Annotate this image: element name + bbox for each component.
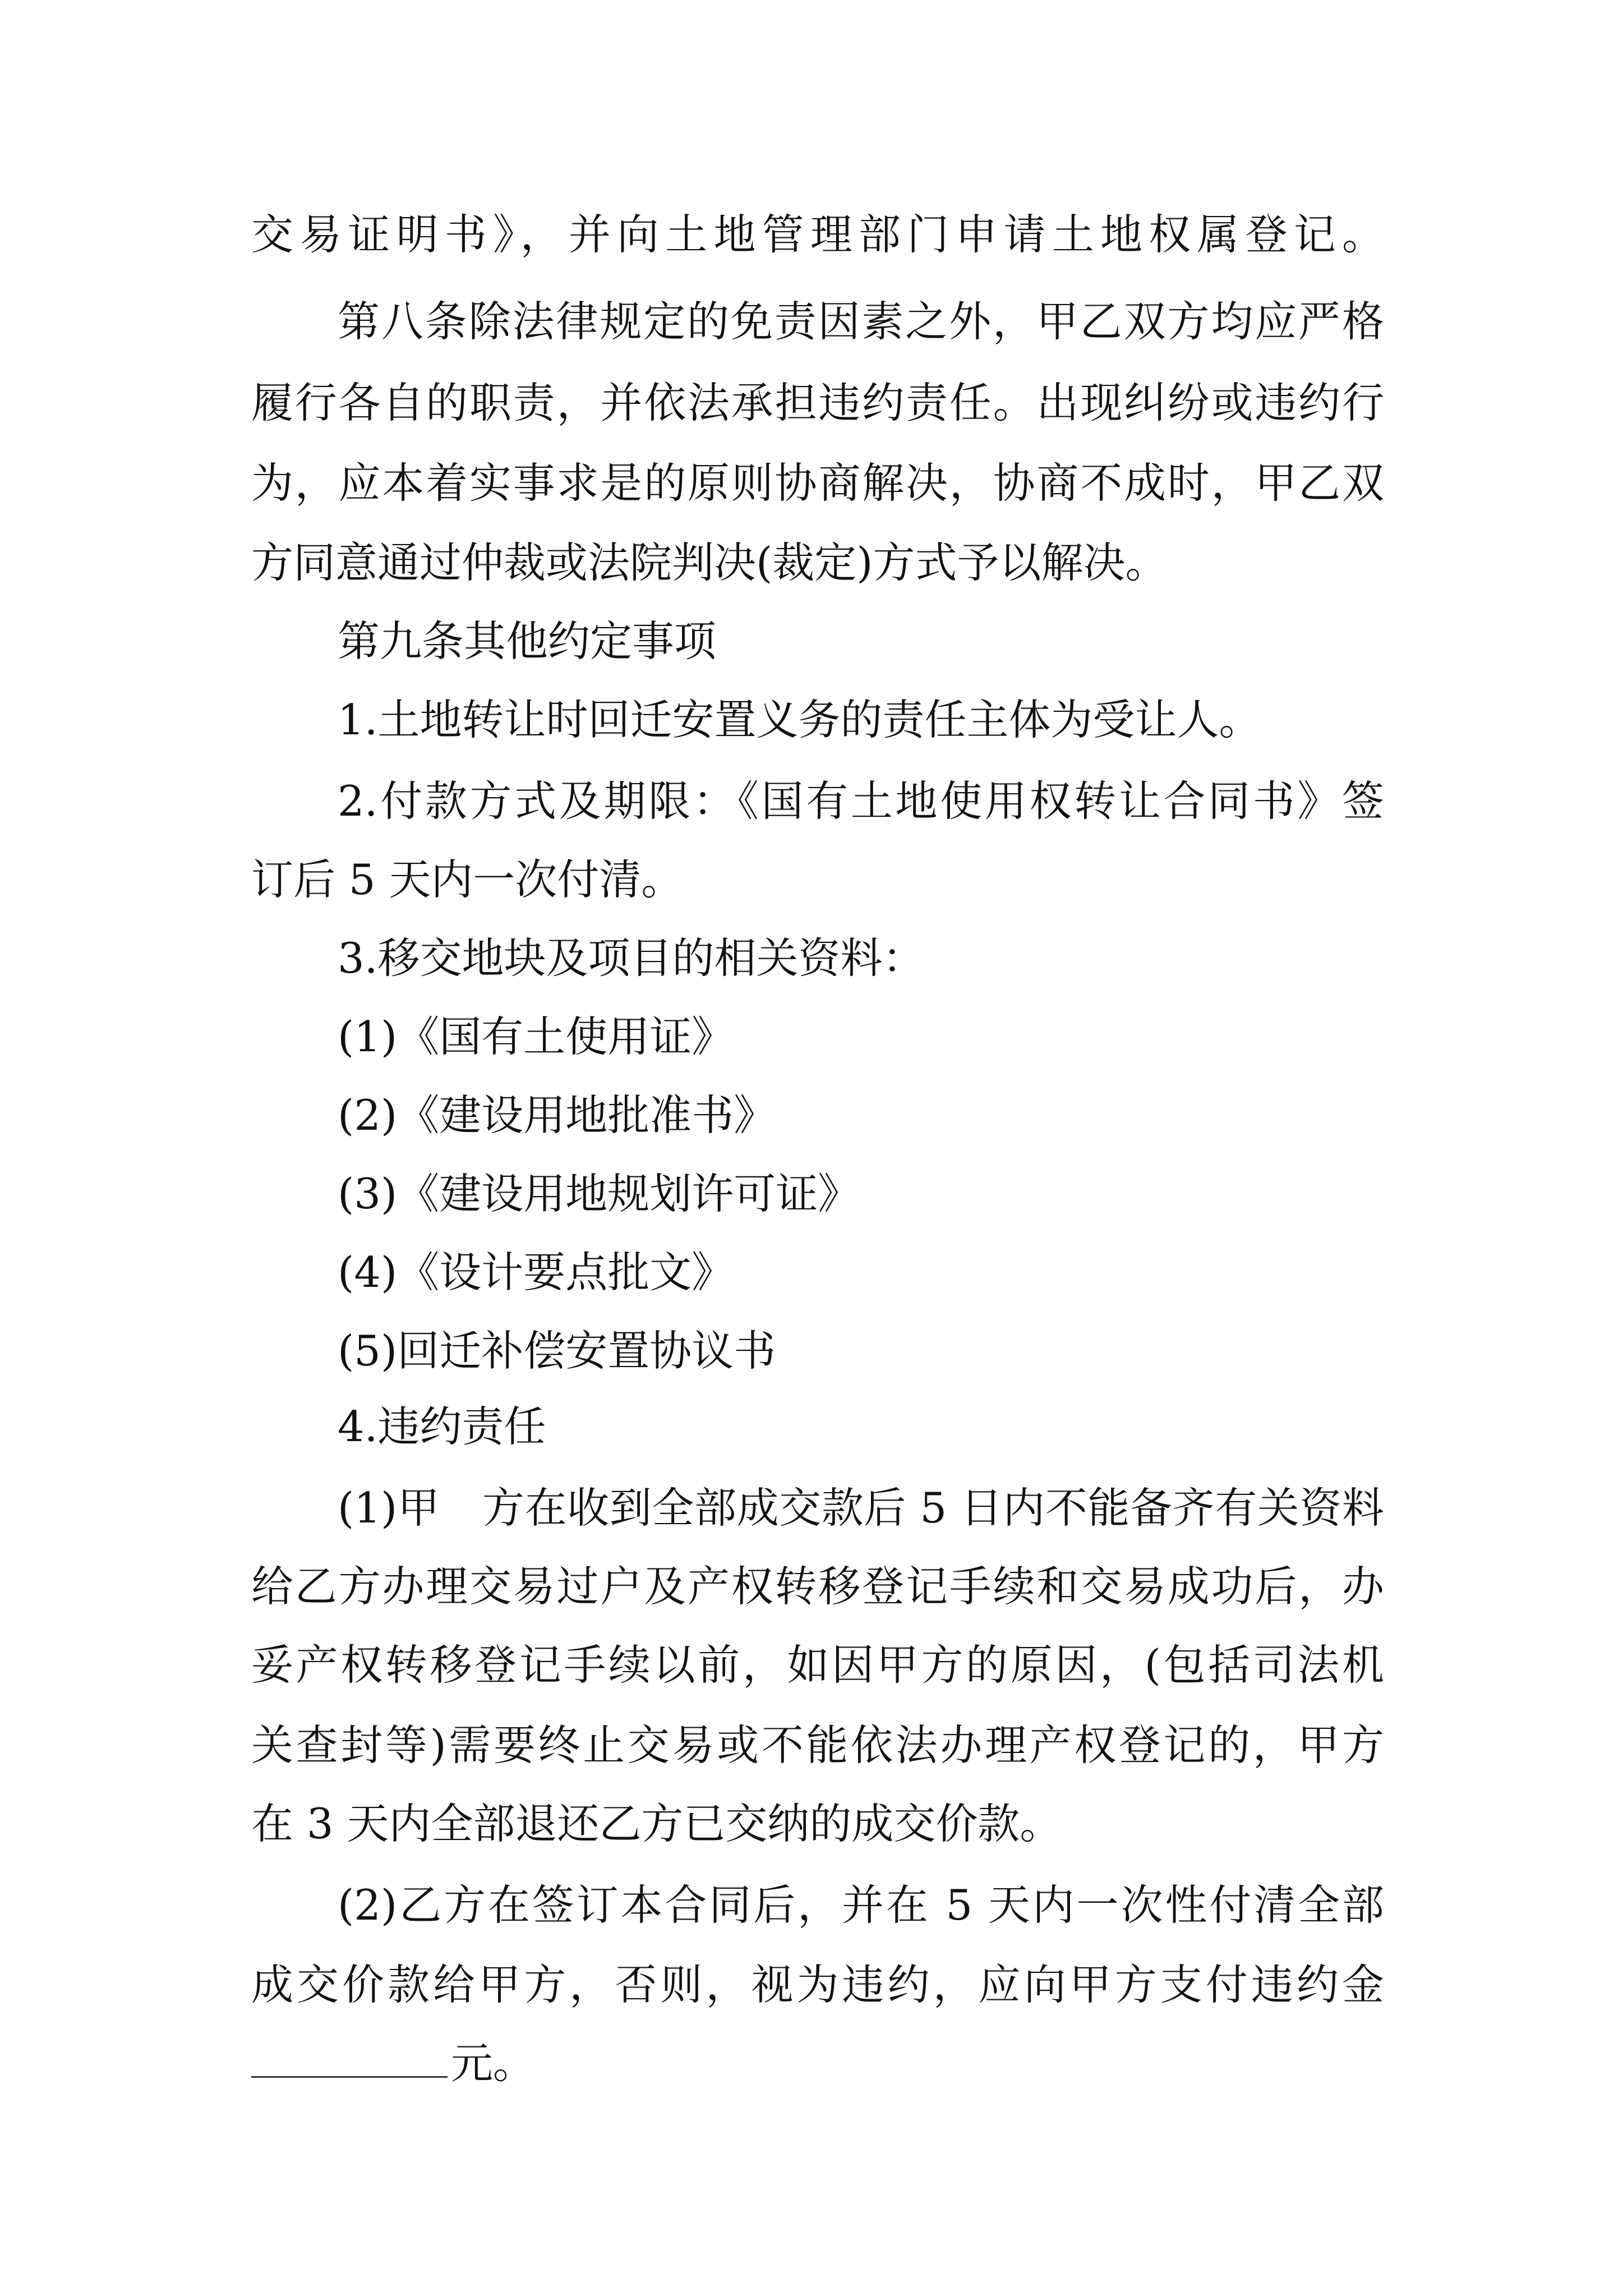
text-line: 履行各自的职责，并依法承担违约责任。出现纠纷或违约行 (251, 378, 1384, 427)
text-line: 关查封等)需要终止交易或不能依法办理产权登记的，甲方 (251, 1720, 1384, 1770)
text-line: 方同意通过仲裁或法院判决(裁定)方式予以解决。 (251, 538, 1168, 587)
text-line: 成交价款给甲方，否则，视为违约，应向甲方支付违约金 (251, 1960, 1384, 2009)
text-line: 交易证明书》，并向土地管理部门申请土地权属登记。 (251, 210, 1384, 259)
text-line: 第八条除法律规定的免责因素之外，甲乙双方均应严格 (338, 297, 1384, 346)
text-line: (1)甲 方在收到全部成交款后 5 日内不能备齐有关资料 (338, 1483, 1384, 1533)
amount-unit: 元。 (451, 2039, 536, 2088)
text-line: (3)《建设用地规划许可证》 (338, 1169, 860, 1218)
text-line: 4.违约责任 (338, 1402, 546, 1451)
text-line: 给乙方办理交易过户及产权转移登记手续和交易成功后，办 (251, 1562, 1384, 1611)
text-line: 2.付款方式及期限：《国有土地使用权转让合同书》签 (338, 776, 1384, 826)
text-line: (1)《国有土使用证》 (338, 1012, 734, 1061)
amount-line (251, 2028, 1384, 2099)
text-line: 妥产权转移登记手续以前，如因甲方的原因，(包括司法机 (251, 1640, 1384, 1690)
text-line: 3.移交地块及项目的相关资料： (338, 933, 925, 983)
text-line: 为，应本着实事求是的原则协商解决，协商不成时，甲乙双 (251, 458, 1384, 508)
text-line: (4)《设计要点批文》 (338, 1248, 734, 1297)
text-line: (5)回迁补偿安置协议书 (338, 1326, 776, 1375)
text-line: (2)《建设用地批准书》 (338, 1091, 776, 1140)
text-line: 1.土地转让时回迁安置义务的责任主体为受让人。 (338, 695, 1261, 744)
amount-blank (251, 2035, 448, 2078)
text-line: 订后 5 天内一次付清。 (251, 855, 684, 904)
text-line: 在 3 天内全部退还乙方已交纳的成交价款。 (251, 1799, 1062, 1848)
text-line: (2)乙方在签订本合同后，并在 5 天内一次性付清全部 (338, 1880, 1384, 1930)
text-line: 第九条其他约定事项 (338, 616, 717, 666)
